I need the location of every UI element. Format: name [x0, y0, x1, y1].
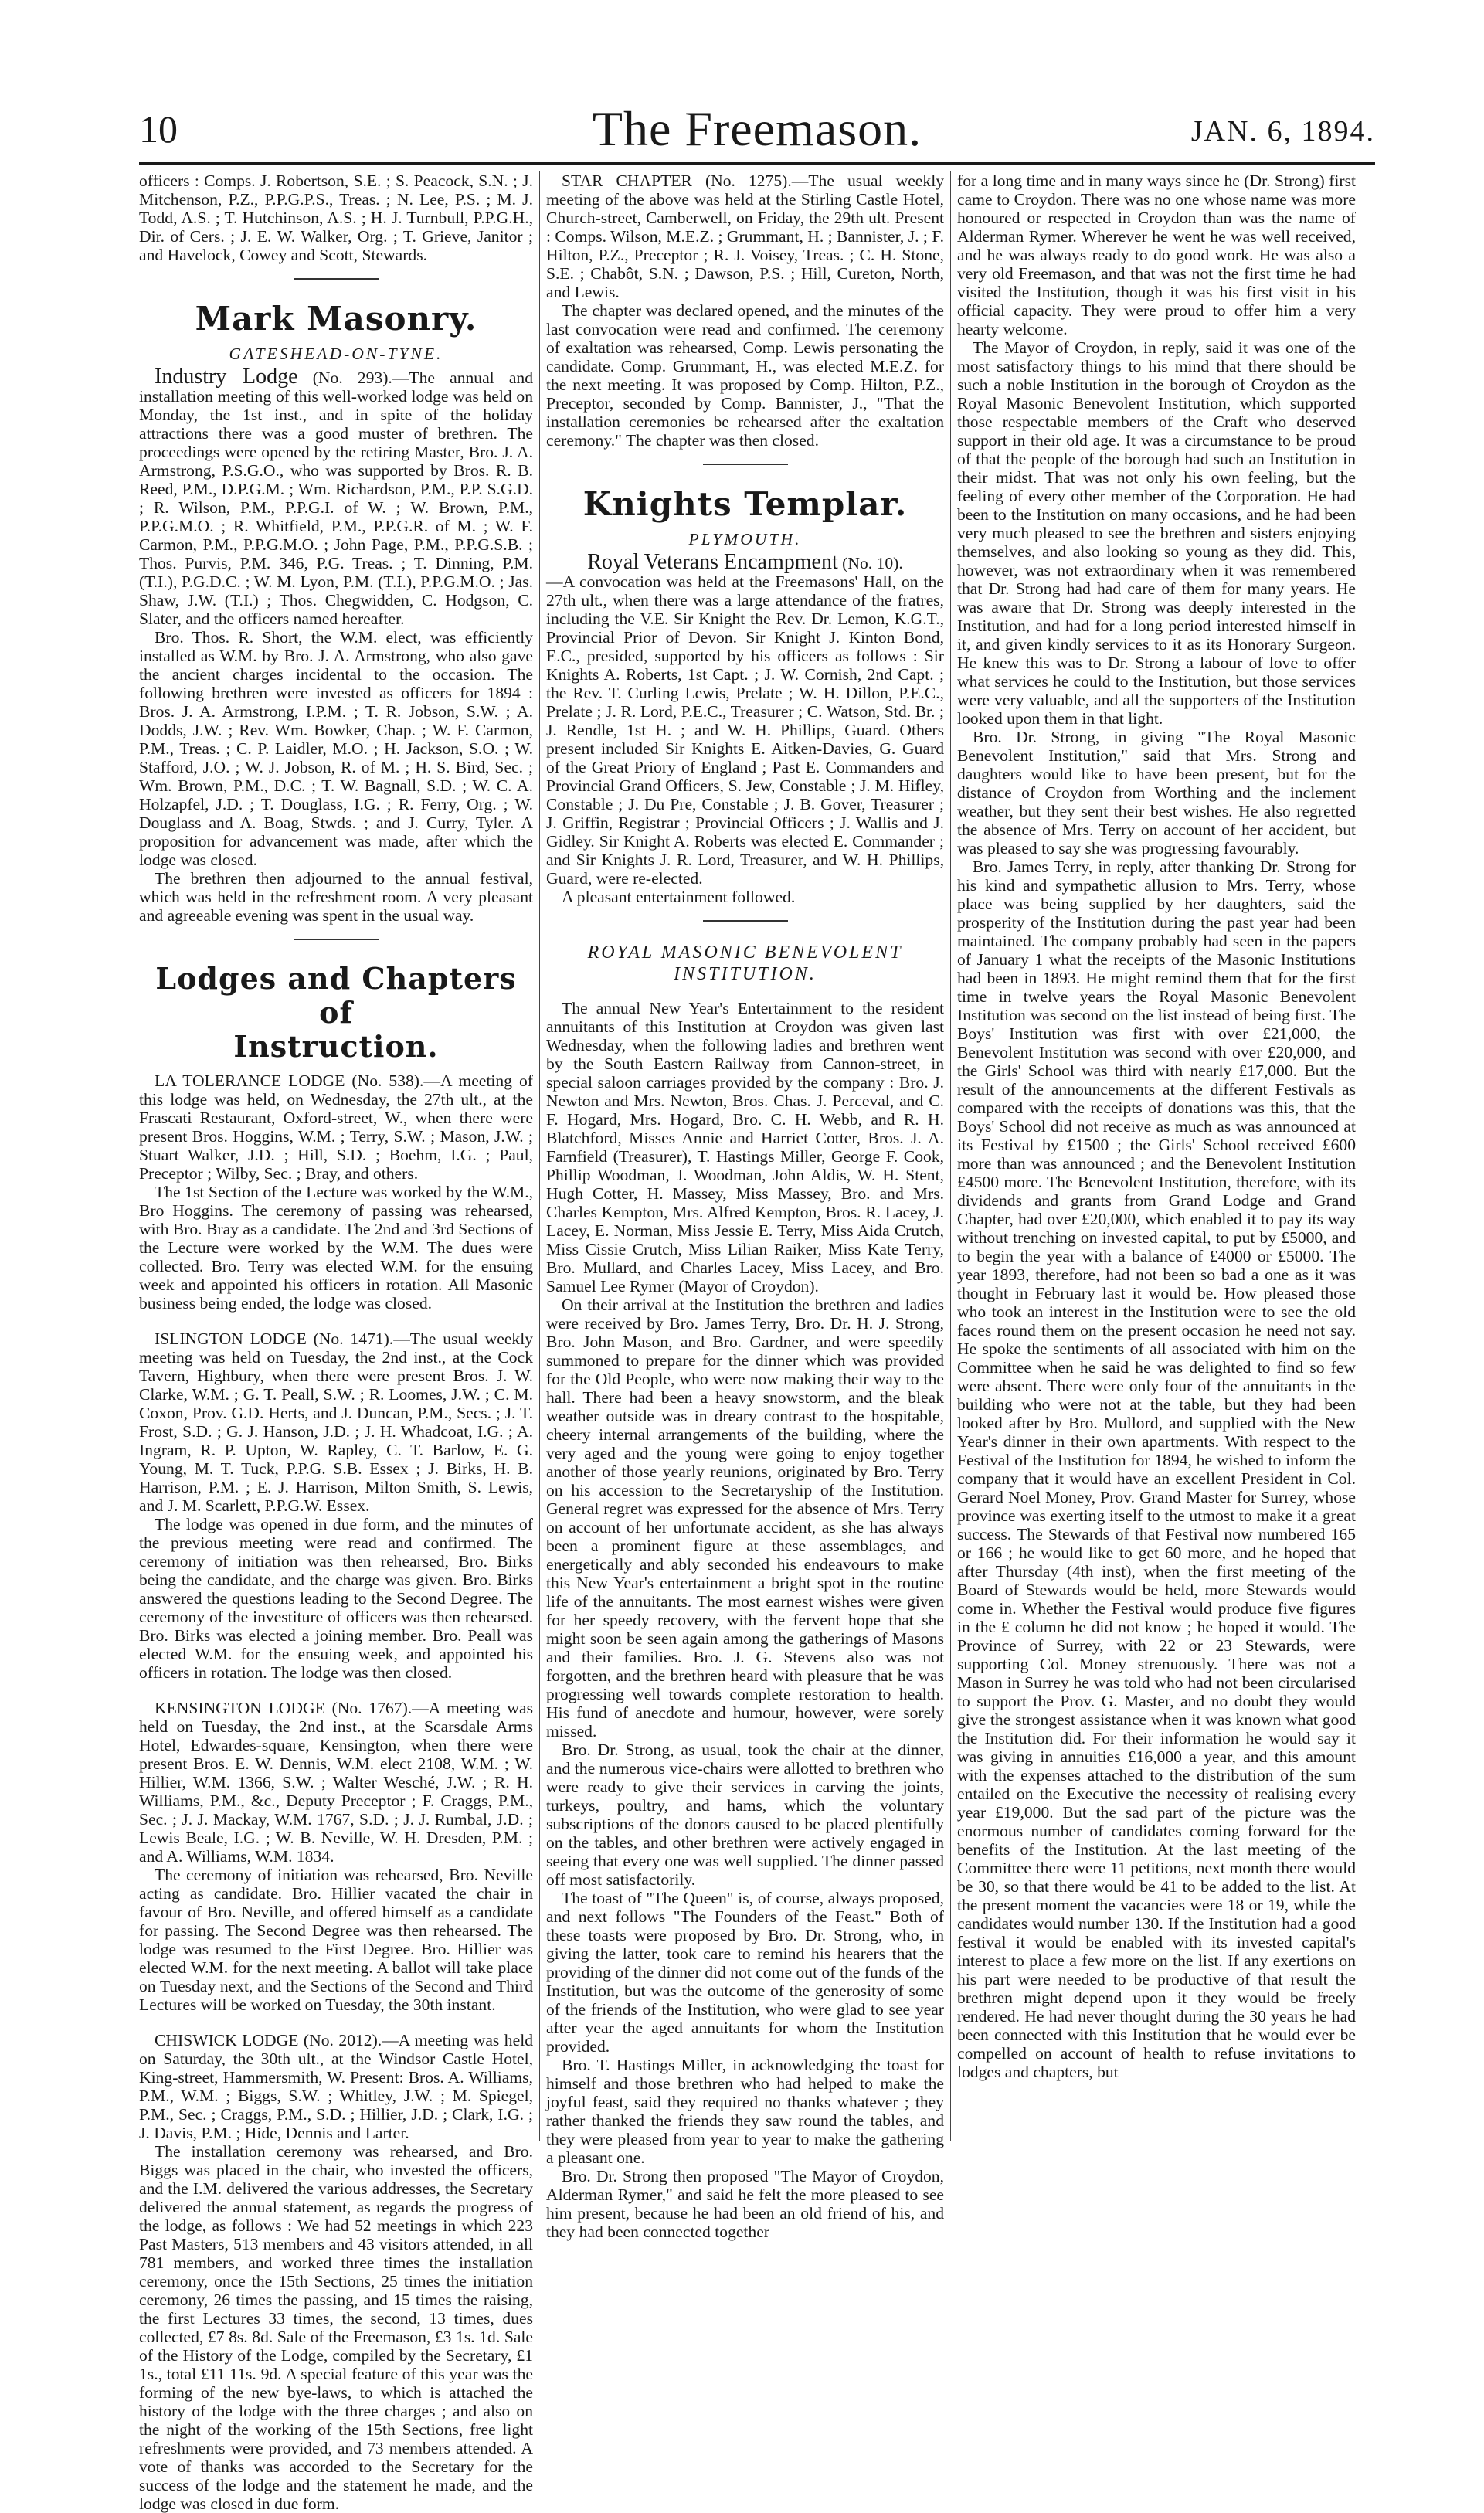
article-paragraph [139, 365, 533, 628]
heading-line: Instruction. [233, 1029, 439, 1064]
article-paragraph: officers : Comps. J. Robertson, S.E. ; S. Peacock, S.N. ; J. Mitchenson, P.Z., P.P.G.P.S., Treas. ; N. Lee, P.S. ; M. J. Todd, A.S. ; T. Hutchinson, A.S. ; H. J. Turnbull, P.P.G.H., Dir. of Cers. ; J. E. W. Walker, Org. ; T. Grieve, Janitor ; and Havelock, Cowey and Scott, Stewards. [139, 171, 533, 264]
article-paragraph: Bro. Dr. Strong, as usual, took the chair at the dinner, and the numerous vice-chairs were allotted to brethren who were ready to give their services in carving the joints, turkeys, poultry, and hams, which the voluntary subscriptions of the donors caused to be placed plentifully on the tables, and other brethren were actively engaged in seeing that every one was well supplied. The dinner passed off most satisfactorily. [546, 1740, 944, 1889]
article-paragraph: CHISWICK LODGE (No. 2012).—A meeting was held on Saturday, the 30th ult., at the Windsor Castle Hotel, King-street, Hammersmith, W. Present: Bros. A. Williams, P.M., W.M. ; Biggs, S.W. ; Whitley, J.W. ; M. Spiegel, P.M., Sec. ; Craggs, P.M., S.D. ; Hillier, J.D. ; Clark, I.G. ; J. Davis, P.M. ; Hide, Dennis and Larter. [139, 2031, 533, 2142]
article-paragraph: The Mayor of Croydon, in reply, said it was one of the most satisfactory things to his mind that there should be such a noble Institution in the borough of Croydon as the Royal Masonic Benevolent Institution, which supported those respectable members of the Craft who deserved support in their old age. It was a circumstance to be proud of that the people of the borough had such an Institution in their midst. That was not only his own feeling, but the feeling of every other member of the Corporation. He had been to the Institution on many occasions, and he had been very much pleased to see the brethren and sisters enjoying themselves, and also looking so young as they did. This, however, was not extraordinary when it was remembered that Dr. Strong had had care of them for many years. He was aware that Dr. Strong was deeply interested in the Institution, and had for a long period interested himself in it, and given kindly services to it as its Honorary Surgeon. He knew this was to Dr. Strong a labour of love to offer what services he could to the Institution, but those services were very valuable, and all the supporters of the Institution looked upon them in that light. [957, 338, 1356, 728]
article-paragraph: Bro. T. Hastings Miller, in acknowledging the toast for himself and those brethren who had helped to make the joyful feast, said they required no thanks whatever ; they rather thanked the friends they saw round the tables, and they were pleased from year to year to make the gathering a pleasant one. [546, 2056, 944, 2167]
article-paragraph: On their arrival at the Institution the brethren and ladies were received by Bro. James Terry, Bro. Dr. H. J. Strong, Bro. John Mason, and Bro. Gardner, and were speedily summoned to prepare for the dinner which was provided for the Old People, who were now making their way to the hall. There had been a heavy snowstorm, and the bleak weather outside was in dreary contrast to the hospitable, cheery internal arrangements of the building, where the very aged and the young were going to enjoy together another of those yearly reunions, originated by Bro. Terry on his accession to the Secretaryship of the Institution. General regret was expressed for the absence of Mrs. Terry on account of her unfortunate accident, as she has always been a prominent figure at these assemblages, and energetically and ably seconded his endeavours to make this New Year's entertainment a bright spot in the routine life of the annuitants. The most earnest wishes were given for her speedy recovery, with the fervent hope that she might soon be seen again among the gatherings of Masons and their families. Bro. J. G. Stevens also was not forgotten, and the brethren heard with pleasure that he was progressing well towards complete restoration to health. His fund of anecdote and humour, however, were sorely missed. [546, 1296, 944, 1740]
column-2 [546, 171, 944, 2241]
section-divider [294, 278, 379, 280]
article-paragraph: The 1st Section of the Lecture was worked by the W.M., Bro Hoggins. The ceremony of passing was rehearsed, with Bro. Bray as a candidate. The 2nd and 3rd Sections of the Lecture were worked by the W.M. The dues were collected. Bro. Terry was elected W.M. for the ensuing week and appointed his officers in rotation. All Masonic business being ended, the lodge was closed. [139, 1183, 533, 1313]
newspaper-title: The Freemason. [592, 101, 922, 156]
place-heading: PLYMOUTH. [688, 530, 802, 548]
section-heading-knights-templar: Knights Templar. [582, 485, 908, 523]
masthead-rule [139, 162, 1375, 165]
article-paragraph: Bro. James Terry, in reply, after thanking Dr. Strong for his kind and sympathetic allusion to Mrs. Terry, whose place was being supplied by her daughters, said the prosperity of the Institution during the past year had been maintained. The company probably had seen in the papers of January 1 what the receipts of the Masonic Institutions had been in 1893. He might remind them that for the first time in twelve years the Royal Masonic Benevolent Institution was second on the list instead of being first. The Boys' Institution was first with over £21,000, the Benevolent Institution was second with over £20,000, and the Girls' School was third with nearly £17,000. But the result of the announcements at the different Festivals as compared with the receipts of donations was this, that the Boys' School did not receive as much as was announced at its Festival by £1500 ; the Girls' School received £600 more than was announced ; and the Benevolent Institution £4500 more. The Benevolent Institution, therefore, with its dividends and grants from Grand Lodge and Grand Chapter, had over £20,000, which enabled it to pay its way without trenching on invested capital, to put by £5000, and to begin the year with a balance of £4000 or £5000. The year 1893, therefore, had not been so bad a one as it was thought in February last it would be. How pleased those who took an interest in the Institution were to see the old faces round them on the present occasion he need not say. He spoke the sentiments of all associated with him on the Committee when he said he was delighted to find so few were absent. There were only four of the annuitants in the building who were not at the table, but they had been looked after by Bro. Mullord, and supplied with the New Year's dinner in their own apartments. With respect to the Festival of the Institution for 1894, he wished to inform the company that it would have an excellent President in Col. Gerard Noel Money, Prov. Grand Master for Surrey, whose province was exerting itself to the utmost to make it a great success. The Stewards of that Festival now numbered 165 or 166 ; he would like to get 60 more, and he hoped that after Thursday (4th inst), when the first meeting of the Board of Stewards would be held, more Stewards would come in. Whether the Festival would produce five figures in the £ column he did not know ; he hoped it would. The Province of Surrey, with 22 or 23 Stewards, were supporting Col. Money strenuously. There was not a Mason in Surrey he was told who had not been circularised to support the Prov. G. Master, and no doubt they would give the strongest assistance when it was known what good the Institution did. For their information he would say it was giving in annuities £16,000 a year, and this amount with the expenses attached to the distribution of the sum entailed on the Executive the necessity of realising every year £19,000. But the sad part of the picture was the enormous number of candidates coming forward for the benefits of the Institution. At the last meeting of the Committee there were 11 petitions, next month there would be 30, so that there would be 41 to be added to the list. At the present moment the vacancies were 18 or 19, while the candidates would number 130. If the Institution had a good festival it would be enabled with its invested capital's interest to place a few more on the list. If any exertions on his part were needed to be productive of that result the brethren might depend upon it they would be freely rendered. He had never thought during the 30 years he had been connected with this Institution that he would ever be compelled on account of health to refuse invitations to lodges and chapters, but [957, 857, 1356, 2081]
column-divider [539, 171, 540, 2141]
page-number: 10 [139, 107, 178, 151]
section-divider [703, 464, 788, 465]
article-text: (No. 293).—The annual and installation meeting of this well-worked lodge was held on Monday, the 1st inst., and in spite of the holiday attractions there was a good muster of brethren. The proceedings were opened by the retiring Master, Bro. J. A. Armstrong, P.S.G.O., who was supported by Bros. R. B. Reed, P.M., D.P.G.M. ; Wm. Richardson, P.M., P.P. S.G.D. ; R. Wilson, P.M., P.P.G.I. of W. ; W. Brown, P.M., P.P.G.M.O. ; R. Whitfield, P.M., P.P.G.R. of M. ; W. F. Carmon, P.M., P.P.G.M.O. ; John Page, P.M., P.P.G.S.B. ; Thos. Purvis, P.M. 346, P.G. Treas. ; T. Dinning, P.M. (T.I.), P.G.D.C. ; W. M. Lyon, P.M. (T.I.), P.P.G.M.O. ; Jas. Shaw, J.W. (T.I.) ; Thos. Chegwidden, C. Hodgson, C. Slater, and the officers named hereafter. [139, 368, 533, 628]
section-divider [294, 939, 379, 940]
article-paragraph: Bro. Dr. Strong then proposed "The Mayor of Croydon, Alderman Rymer," and said he felt the more pleased to see him present, because he had been an old friend of his, and they had been connected together [546, 2167, 944, 2241]
article-paragraph: Bro. Thos. R. Short, the W.M. elect, was efficiently installed as W.M. by Bro. J. A. Armstrong, who also gave the ancient charges incidental to the occasion. The following brethren were invested as officers for 1894 : Bros. J. A. Armstrong, I.P.M. ; T. R. Jobson, S.W. ; A. Dodds, J.W. ; Rev. Wm. Bowker, Chap. ; W. F. Carmon, P.M., Treas. ; C. P. Laidler, M.O. ; H. Jackson, S.O. ; W. Stafford, J.O. ; W. J. Jobson, R. of M. ; H. S. Bird, Sec. ; Wm. Brown, P.M., D.C. ; T. W. Bagnall, S.D. ; W. C. A. Holzapfel, J.D. ; T. Douglass, I.G. ; R. Ferry, Org. ; W. Douglass and A. Boag, Stwds. ; and J. Curry, Tyler. A proposition for advancement was made, after which the lodge was closed. [139, 628, 533, 869]
encampment-number: (No. 10). [842, 554, 903, 572]
section-divider [703, 920, 788, 922]
article-paragraph: The toast of "The Queen" is, of course, always proposed, and next follows "The Founders of the Feast." Both of these toasts were proposed by Bro. Dr. Strong, who, in giving the latter, took care to remind his hearers that the providing of the dinner did not come out of the funds of the Institution, but was the outcome of the generosity of some of the friends of the Institution, who were glad to see year after year the aged annuitants for whom the Institution provided. [546, 1889, 944, 2056]
lodge-name: Industry Lodge [155, 365, 298, 389]
heading-line: INSTITUTION. [674, 964, 817, 984]
article-paragraph: The chapter was declared opened, and the minutes of the last convocation were read and confirmed. The ceremony of exaltation was rehearsed, Comp. Lewis personating the candidate. Comp. Grummant, H., was elected M.E.Z. for the next meeting. It was proposed by Comp. Hilton, P.Z., Preceptor, seconded by Comp. Bannister, J., "That the installation ceremonies be rehearsed after the exaltation ceremony." The chapter was then closed. [546, 301, 944, 450]
article-paragraph: The annual New Year's Entertainment to the resident annuitants of this Institution at Croydon was given last Wednesday, when the following ladies and brethren went by the South Eastern Railway from Cannon-street, in special saloon carriages provided by the company : Bro. J. Newton and Mrs. Newton, Bros. Chas. J. Perceval, and C. F. Hogard, Mrs. Hogard, Bro. C. H. Webb, and R. H. Blatchford, Misses Annie and Harriet Cotter, Bros. J. A. Farnfield (Treasurer), T. Hastings Miller, George F. Cook, Phillip Woodman, J. Woodman, John Aldis, W. H. Stent, Hugh Cotter, H. Massey, Miss Massey, Bro. and Mrs. Charles Kempton, Mrs. Alfred Kempton, Bros. R. Lacey, J. Lacey, E. Norman, Miss Jessie E. Terry, Miss Aida Crutch, Miss Cissie Crutch, Miss Lilian Raiker, Miss Kate Terry, Bro. Mullard, and Charles Lacey, Miss Lacey, and Bro. Samuel Lee Rymer (Mayor of Croydon). [546, 999, 944, 1296]
article-paragraph: Bro. Dr. Strong, in giving "The Royal Masonic Benevolent Institution," said that Mrs. Strong and daughters would like to have been present, but for the distance of Croydon from Worthing and the inclement weather, but they sent their best wishes. He also regretted the absence of Mrs. Terry on account of her accident, but was pleased to say she was progressing favourably. [957, 728, 1356, 857]
article-paragraph: The installation ceremony was rehearsed, and Bro. Biggs was placed in the chair, who invested the officers, and the I.M. delivered the various addresses, the Secretary delivered the annual statement, as regards the progress of the lodge, as follows : We had 52 meetings in which 223 Past Masters, 513 members and 43 visitors attended, in all 781 members, and worked three times the installation ceremony, once the 15th Sections, 25 times the initiation ceremony, 26 times the passing, and 15 times the raising, the first Lectures 33 times, the second, 13 times, dues collected, £7 8s. 8d. Sale of the Freemason, £3 1s. 1d. Sale of the History of the Lodge, compiled by the Secretary, £1 1s., total £11 11s. 9d. A special feature of this year was the forming of the new bye-laws, to which is attached the history of the lodge with the three charges ; and also on the night of the working of the 15th Sections, free light refreshments were provided, and 73 members attended. A vote of thanks was accorded to the Secretary for the success of the lodge and the statement he made, and the lodge was closed in due form. [139, 2142, 533, 2513]
article-paragraph: ISLINGTON LODGE (No. 1471).—The usual weekly meeting was held on Tuesday, the 2nd inst., at the Cock Tavern, Highbury, when there were present Bros. J. W. Clarke, W.M. ; G. T. Peall, S.W. ; R. Loomes, J.W. ; C. M. Coxon, Prov. G.D. Herts, and J. Duncan, P.M., Secs. ; J. T. Frost, S.D. ; G. J. Hanson, J.D. ; J. H. Whadcoat, I.G. ; A. Ingram, R. P. Upton, W. Rapley, C. T. Barlow, E. G. Young, M. T. Tuck, P.P.G. S.B. Essex ; J. Birks, H. B. Harrison, P.M. ; E. J. Harrison, Milton Smith, S. Lewis, and J. M. Scarlett, P.P.G.W. Essex. [139, 1330, 533, 1515]
issue-date: JAN. 6, 1894. [1190, 115, 1375, 148]
column-3 [957, 171, 1356, 2180]
section-heading-lodges-chapters [139, 962, 533, 1064]
place-heading: GATESHEAD-ON-TYNE. [229, 345, 443, 363]
column-divider [950, 171, 951, 2141]
article-paragraph [546, 550, 944, 574]
article-paragraph: LA TOLERANCE LODGE (No. 538).—A meeting of this lodge was held, on Wednesday, the 27th ult., at the Frascati Restaurant, Oxford-street, W., when there were present Bros. Hoggins, W.M. ; Terry, S.W. ; Mason, J.W. ; Stuart Walker, J.D. ; Hill, S.D. ; Boehm, I.G. ; Paul, Preceptor ; Wilby, Sec. ; Bray, and others. [139, 1071, 533, 1183]
article-paragraph: The ceremony of initiation was rehearsed, Bro. Neville acting as candidate. Bro. Hillier vacated the chair in favour of Bro. Neville, and offered himself as a candidate for passing. The Second Degree was then rehearsed. The lodge was resumed to the First Degree. Bro. Hillier was elected W.M. for the next meeting. A ballot will take place on Tuesday next, and the Sections of the Second and Third Lectures will be worked on Tuesday, the 30th instant. [139, 1866, 533, 2014]
article-paragraph: A pleasant entertainment followed. [562, 888, 796, 906]
article-paragraph: STAR CHAPTER (No. 1275).—The usual weekly meeting of the above was held at the Stirling Castle Hotel, Church-street, Camberwell, on Friday, the 29th ult. Present : Comps. Wilson, M.E.Z. ; Grummant, H. ; Bannister, J. ; F. Hilton, P.Z., Preceptor ; R. J. Voisey, Treas. ; C. H. Stone, S.E. ; Chabôt, S.N. ; Dawson, P.S. ; Hill, Cureton, North, and Lewis. [546, 171, 944, 301]
section-heading-mark-masonry: Mark Masonry. [195, 300, 477, 338]
section-heading-rmbi [546, 942, 944, 985]
article-paragraph: The lodge was opened in due form, and the minutes of the previous meeting were read and confirmed. The ceremony of initiation was then rehearsed, Bro. Birks being the candidate, and the charge was given. Bro. Birks answered the questions leading to the Second Degree. The ceremony of the investiture of officers was then rehearsed. Bro. Birks was elected a joining member. Bro. Peall was elected W.M. for the ensuing week, and appointed his officers in rotation. The lodge was then closed. [139, 1515, 533, 1682]
heading-line: ROYAL MASONIC BENEVOLENT [587, 942, 903, 963]
encampment-name: Royal Veterans Encampment [587, 550, 838, 574]
article-paragraph: The brethren then adjourned to the annual festival, which was held in the refreshment room. A very pleasant and agreeable evening was spent in the usual way. [139, 869, 533, 925]
article-paragraph: —A convocation was held at the Freemasons' Hall, on the 27th ult., when there was a large attendance of the fratres, including the V.E. Sir Knight the Rev. Dr. Lemon, K.G.T., Provincial Prior of Devon. Sir Knight J. Kinton Bond, E.C., presided, supported by his officers as follows : Sir Knights A. Roberts, 1st Capt. ; J. W. Cornish, 2nd Capt. ; the Rev. T. Curling Lewis, Prelate ; W. H. Dillon, P.E.C., Prelate ; J. R. Lord, P.E.C., Treasurer ; C. Watson, Std. Br. ; J. Rendle, 1st H. ; and W. H. Phillips, Guard. Others present included Sir Knights E. Aitken-Davies, G. Guard of the Great Priory of England ; Past E. Commanders and Provincial Grand Officers, S. Jew, Constable ; J. M. Hifley, Constable ; J. Du Pre, Constable ; J. B. Gover, Treasurer ; J. Griffin, Registrar ; Provincial Officers ; J. Wallis and J. Gidley. Sir Knight A. Roberts was elected E. Commander ; and Sir Knights J. R. Lord, Treasurer, and W. H. Phillips, Guard, were re-elected. [546, 572, 944, 888]
column-1 [139, 171, 533, 2513]
masthead [139, 100, 1375, 162]
heading-line: Lodges and Chapters of [155, 961, 517, 1030]
article-paragraph: KENSINGTON LODGE (No. 1767).—A meeting was held on Tuesday, the 2nd inst., at the Scarsdale Arms Hotel, Edwardes-square, Kensington, when there were present Bros. E. W. Dennis, W.M. elect 2108, W.M. ; W. Hillier, W.M. 1366, S.W. ; Walter Wesché, J.W. ; R. H. Williams, P.M., &c., Deputy Preceptor ; F. Craggs, P.M., Sec. ; J. J. Mackay, W.M. 1767, S.D. ; J. J. Rumbal, J.D. ; Lewis Beale, I.G. ; W. B. Neville, W. H. Dresden, P.M. ; and A. Williams, W.M. 1834. [139, 1699, 533, 1866]
article-paragraph: for a long time and in many ways since he (Dr. Strong) first came to Croydon. There was no one whose name was more honoured or respected in Croydon than was the name of Alderman Rymer. Wherever he went he was well received, and he was always ready to do good work. He was also a very old Freemason, and that was not the first time he had visited the Institution, though it was his first visit in his official capacity. They were proud to offer him a very hearty welcome. [957, 171, 1356, 338]
